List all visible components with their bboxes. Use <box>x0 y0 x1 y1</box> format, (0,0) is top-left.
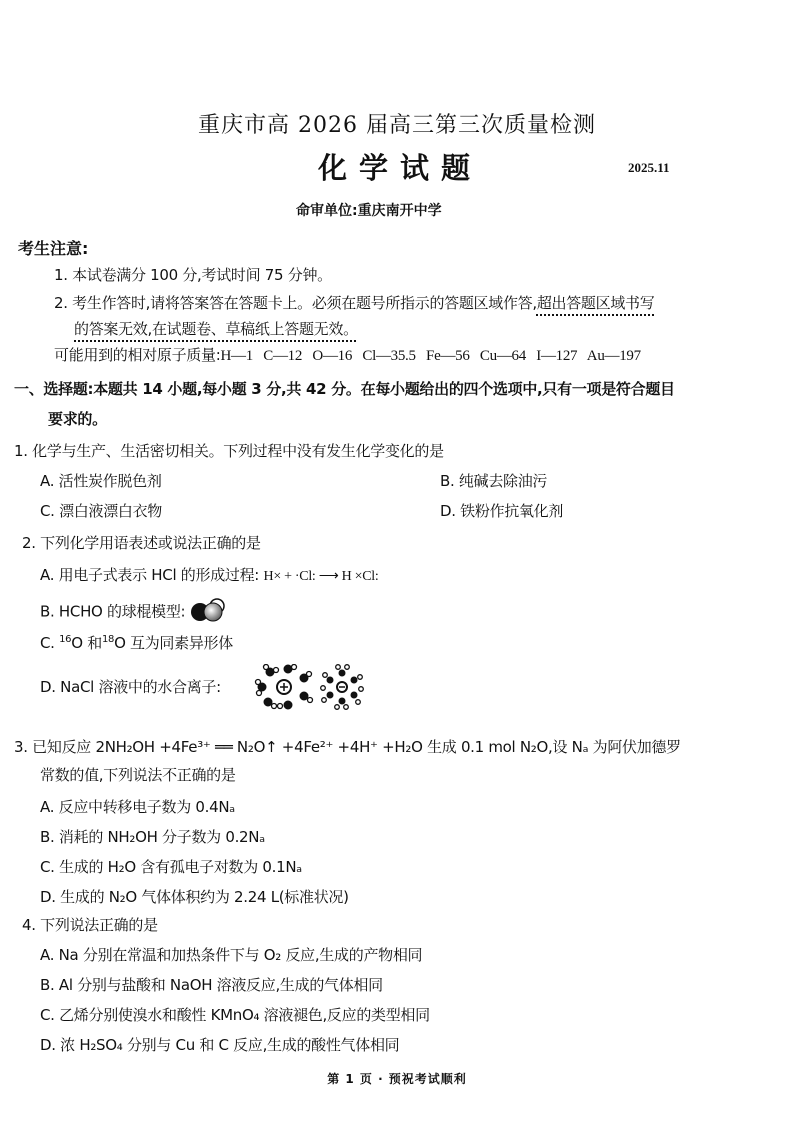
question-2-option-d-text: D. NaCl 溶液中的水合离子: <box>40 678 221 696</box>
question-2-option-c[interactable] <box>40 632 233 653</box>
question-1-option-b[interactable]: B. 纯碱去除油污 <box>440 472 548 490</box>
notice-item-1: 1. 本试卷满分 100 分,考试时间 75 分钟。 <box>54 266 332 284</box>
question-2-option-b-text: B. HCHO 的球棍模型: <box>40 602 186 621</box>
question-4-option-d[interactable]: D. 浓 H₂SO₄ 分别与 Cu 和 C 反应,生成的酸性气体相同 <box>40 1036 400 1054</box>
notice-item-2 <box>54 292 654 313</box>
notice-emphasis-2: 的答案无效,在试题卷、草稿纸上答题无效。 <box>74 320 358 338</box>
question-2-option-b[interactable] <box>40 598 230 626</box>
question-3-option-d[interactable]: D. 生成的 N₂O 气体体积约为 2.24 L(标准状况) <box>40 888 349 906</box>
hydrated-chloride-ion-icon <box>321 665 364 710</box>
question-2-option-a-text: A. 用电子式表示 HCl 的形成过程: <box>40 566 260 584</box>
question-3-option-b[interactable]: B. 消耗的 NH₂OH 分子数为 0.2Nₐ <box>40 828 265 846</box>
question-4-option-c[interactable]: C. 乙烯分别使溴水和酸性 KMnO₄ 溶液褪色,反应的类型相同 <box>40 1006 430 1024</box>
page-footer: 第 1 页 · 预祝考试顺利 <box>327 1072 467 1086</box>
notice-heading: 考生注意: <box>18 239 89 258</box>
exam-date: 2025.11 <box>628 160 670 175</box>
question-1-option-d[interactable]: D. 铁粉作抗氧化剂 <box>440 502 564 520</box>
notice-item-2-text: 2. 考生作答时,请将答案答在答题卡上。必须在题号所指示的答题区域作答, <box>54 294 537 312</box>
question-3-stem-line1: 3. 已知反应 2NH₂OH +4Fe³⁺ ══ N₂O↑ +4Fe²⁺ +4H⁺ +H₂O 生成 0.1 mol N₂O,设 Nₐ 为阿伏加德罗 <box>14 738 681 756</box>
exam-title: 重庆市高 2026 届高三第三次质量检测 <box>198 113 596 138</box>
question-2-option-c-post: O 互为同素异形体 <box>114 634 233 652</box>
question-2-option-c-label: C. <box>40 634 60 652</box>
section-title: 一、选择题:本题共 14 小题,每小题 3 分,共 42 分。在每小题给出的四个选项中,只有一项是符合题目 <box>14 380 675 398</box>
question-4-option-a[interactable]: A. Na 分别在常温和加热条件下与 O₂ 反应,生成的产物相同 <box>40 946 423 964</box>
hydrated-ions-figure-icon <box>254 664 366 714</box>
question-3-option-a[interactable]: A. 反应中转移电子数为 0.4Nₐ <box>40 798 235 816</box>
question-2-option-c-mid: O 和 <box>71 634 102 652</box>
isotope-mass-16: 16 <box>59 634 72 645</box>
atomic-masses-values: H—1 C—12 O—16 Cl—35.5 Fe—56 Cu—64 I—127 Au—197 <box>220 348 641 364</box>
question-2-option-a[interactable] <box>40 564 379 585</box>
question-1-option-a[interactable]: A. 活性炭作脱色剂 <box>40 472 162 490</box>
hcl-electron-formula: H× + ·Cl: ⟶ H ×Cl: <box>263 569 379 584</box>
atomic-masses <box>54 344 641 365</box>
question-2-option-d[interactable] <box>40 676 221 697</box>
section-title-cont: 要求的。 <box>48 410 107 428</box>
isotope-mass-18: 18 <box>101 634 115 645</box>
question-1-stem: 1. 化学与生产、生活密切相关。下列过程中没有发生化学变化的是 <box>14 442 444 460</box>
question-4-stem: 4. 下列说法正确的是 <box>22 916 158 934</box>
question-2-stem: 2. 下列化学用语表述或说法正确的是 <box>22 534 261 552</box>
question-1-option-c[interactable]: C. 漂白液漂白衣物 <box>40 502 163 520</box>
subject-title: 化学试题 <box>318 151 483 185</box>
hydrated-sodium-ion-icon <box>256 665 313 710</box>
notice-emphasis-1: 超出答题区域书写 <box>536 294 655 312</box>
question-3-option-c[interactable]: C. 生成的 H₂O 含有孤电子对数为 0.1Nₐ <box>40 858 302 876</box>
atomic-masses-label: 可能用到的相对原子质量: <box>54 346 221 364</box>
question-3-stem-line2: 常数的值,下列说法不正确的是 <box>40 766 236 784</box>
question-4-option-b[interactable]: B. Al 分别与盐酸和 NaOH 溶液反应,生成的气体相同 <box>40 976 383 994</box>
setter-unit: 命审单位:重庆南开中学 <box>296 203 442 219</box>
hcho-ball-stick-model-icon <box>190 598 230 626</box>
